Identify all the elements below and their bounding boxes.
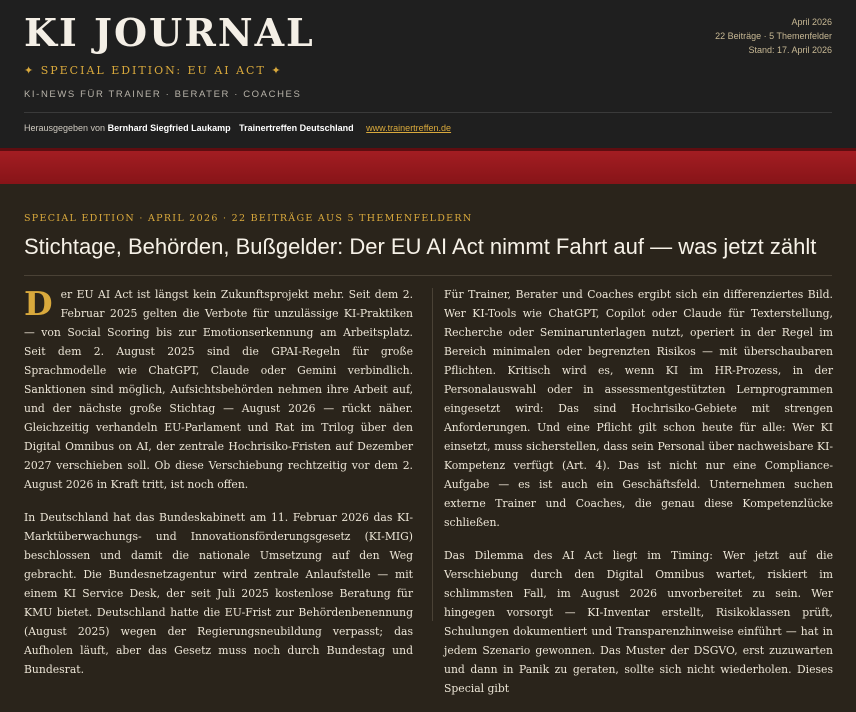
journal-title: KI JOURNAL: [24, 10, 315, 55]
star-icon: ✦: [271, 64, 283, 77]
article-column-left: [24, 285, 413, 693]
drop-cap: D: [24, 284, 53, 323]
headline-divider: [24, 275, 832, 276]
paragraph: Für Trainer, Berater und Coaches ergibt sich ein differenziertes Bild. Wer KI-Tools wie ChatGPT, Copilot oder Claude für Texterstellung, Recherche oder Seminarunterlagen nutzt, operiert in der Regel im Bereich minimalen oder begrenzten Risikos — mit überschaubaren Pflichten. Kritisch wird es, wenn KI im HR-Prozess, in der Personalauswahl oder in assessmentgestützten Lernprogrammen eingesetzt wird: Das sind Hochrisiko-Gebiete mit strengen Anforderungen. Und eine Pflicht gilt schon heute für alle: Wer KI einsetzt, muss sicherstellen, dass sein Personal über nachweisbare KI-Kompetenz verfügt (Art. 4). Das ist nicht nur eine Compliance-Aufgabe — es ist auch ein Geschäftsfeld. Unternehmen suchen externe Trainer und Coaches, die genau diese Kompetenzlücke schließen.: [444, 288, 833, 529]
issue-date: April 2026: [791, 17, 832, 27]
star-icon: ✦: [24, 64, 36, 77]
publisher-line: [24, 123, 451, 133]
publisher-link[interactable]: www.trainertreffen.de: [366, 123, 452, 133]
paragraph-text: er EU AI Act ist längst kein Zukunftsprojekt mehr. Seit dem 2. Februar 2025 gelten die Verbote für unzulässige KI-Praktiken — von Social Scoring bis zur Emotionserkennung am Arbeitsplatz. Seit dem 2. August 2025 sind die GPAI-Regeln für große Sprachmodelle wie ChatGPT, Claude oder Gemini verbindlich. Sanktionen sind möglich, Aufsichtsbehörden nehmen ihre Arbeit auf, und der nächste große Stichtag — August 2026 — rückt näher. Gleichzeitig verhandeln EU-Parlament und Rat im Trilog über den Digital Omnibus on AI, der zentrale Hochrisiko-Fristen auf Dezember 2027 verschieben soll. Ob diese Verschiebung rechtzeitig vor dem 2. August 2026 in Kraft tritt, ist noch offen.: [24, 288, 413, 491]
publisher-prefix: Herausgegeben von: [24, 123, 106, 133]
publisher-org: Trainertreffen Deutschland: [239, 123, 354, 133]
tagline: KI-NEWS FÜR TRAINER · BERATER · COACHES: [24, 89, 302, 100]
special-edition-label: [24, 64, 283, 77]
paragraph: [24, 285, 413, 494]
article-headline: Stichtage, Behörden, Bußgelder: Der EU AI Act nimmt Fahrt auf — was jetzt zählt: [24, 234, 817, 259]
special-edition-text: SPECIAL EDITION: EU AI ACT: [40, 64, 266, 77]
paragraph: Das Dilemma des AI Act liegt im Timing: Wer jetzt auf die Verschiebung durch den Digital Omnibus wartet, riskiert im schlimmsten Fall, im August 2026 unvorbereitet zu sein. Wer hingegen vorsorgt — KI-Inventar erstellt, Risikoklassen prüft, Schulungen dokumentiert und Transparenzhinweise einführt — hat in jedem Szenario gewonnen. Das Muster der DSGVO, erst zuzuwarten und dann in Panik zu geraten, sollte sich nicht wiederholen. Dieses Special gibt: [444, 549, 833, 695]
article-column-right: [444, 285, 833, 712]
issue-status: Stand: 17. April 2026: [748, 45, 832, 55]
accent-band: [0, 148, 856, 184]
article: [0, 184, 856, 695]
masthead-divider: [24, 112, 832, 113]
masthead: [0, 0, 856, 148]
issue-meta: [715, 15, 832, 57]
issue-stats: 22 Beiträge · 5 Themenfelder: [715, 31, 832, 41]
publisher-name: Bernhard Siegfried Laukamp: [107, 123, 231, 133]
paragraph: In Deutschland hat das Bundeskabinett am 11. Februar 2026 das KI-Marktüberwachungs- und Innovationsförderungsgesetz (KI-MIG) beschlossen und damit die nationale Umsetzung auf den Weg gebracht. Die Bundesnetzagentur wird zentrale Anlaufstelle — mit einem KI Service Desk, der seit Juli 2025 kostenlose Beratung für KMU bietet. Deutschland hatte die EU-Frist zur Behördenbenennung (August 2025) wegen der Regierungsneubildung verpasst; das Aufholen läuft, aber das Gesetz muss noch durch Bundestag und Bundesrat.: [24, 511, 413, 676]
column-divider: [432, 288, 433, 621]
article-kicker: SPECIAL EDITION · APRIL 2026 · 22 BEITRÄGE AUS 5 THEMENFELDERN: [24, 213, 473, 224]
